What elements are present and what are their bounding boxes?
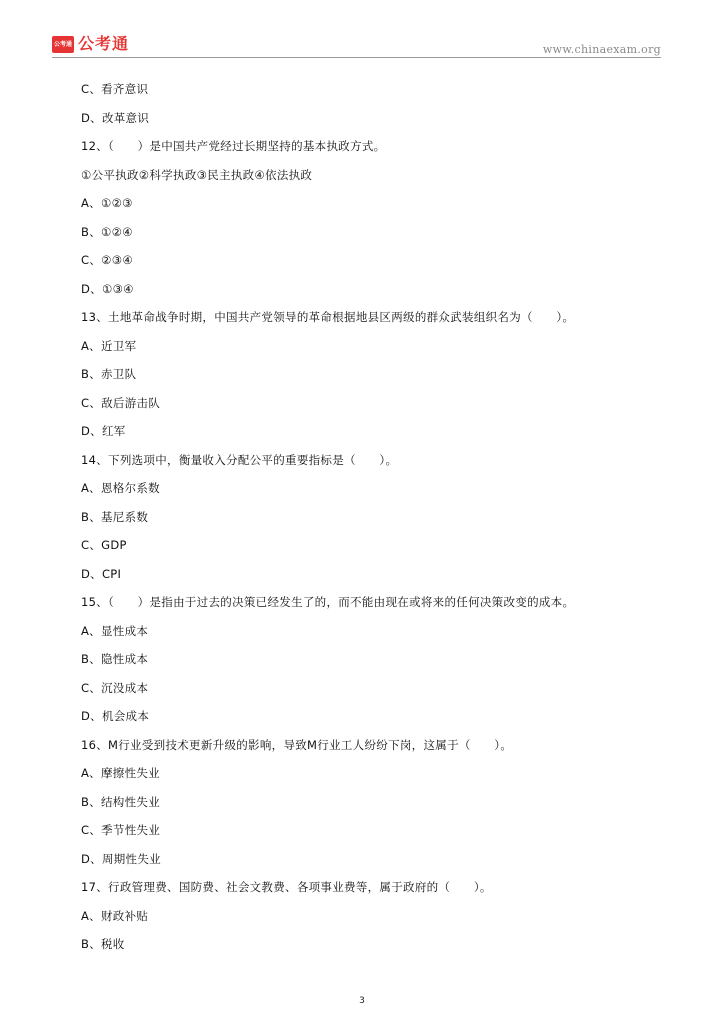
question-line: 14、下列选项中，衡量收入分配公平的重要指标是（ ）。 [81,452,398,467]
option-line: C、看齐意识 [81,82,149,96]
option-line: B、赤卫队 [81,367,137,381]
option-line: A、①②③ [81,196,133,210]
option-line: B、隐性成本 [81,652,149,666]
option-line: D、红军 [81,424,126,438]
option-line: C、敌后游击队 [81,395,161,410]
option-line: C、沉没成本 [81,680,149,695]
question-line: 13、土地革命战争时期，中国共产党领导的革命根据地县区两级的群众武装组织名为（ ）。 [81,310,575,324]
option-line: B、税收 [81,937,125,951]
question-line: 12、（ ）是中国共产党经过长期坚持的基本执政方式。 [81,139,386,153]
option-line: B、结构性失业 [81,794,160,809]
page-header [0,0,724,62]
option-line: C、季节性失业 [81,823,161,837]
brand-logo[interactable] [52,35,129,53]
option-line: B、①②④ [81,224,133,239]
header-divider [52,57,661,58]
site-url[interactable]: www.chinaexam.org [542,43,661,56]
option-line: A、恩格尔系数 [81,481,160,495]
question-line: 17、行政管理费、国防费、社会文教费、各项事业费等，属于政府的（ ）。 [81,880,492,894]
question-line: 15、（ ）是指由于过去的决策已经发生了的，而不能由现在或将来的任何决策改变的成本。 [81,595,575,609]
logo-text: 公考通 [78,34,130,53]
option-line: D、周期性失业 [81,851,161,866]
option-line: A、近卫军 [81,338,137,353]
option-line: D、改革意识 [81,110,150,125]
question-line: 16、M行业受到技术更新升级的影响，导致M行业工人纷纷下岗，这属于（ ）。 [81,737,513,752]
option-line: D、①③④ [81,281,134,296]
page-number: 3 [359,996,365,1006]
option-line: A、摩擦性失业 [81,766,160,780]
option-line: C、GDP [81,538,127,552]
option-line: D、机会成本 [81,709,150,723]
option-line: A、财政补贴 [81,908,149,923]
question-statement-line: ①公平执政②科学执政③民主执政④依法执政 [81,167,313,182]
option-line: B、基尼系数 [81,509,149,524]
option-line: C、②③④ [81,253,133,267]
option-line: A、显性成本 [81,623,149,638]
logo-mark: 公考通 [52,36,74,53]
question-content [81,79,671,963]
option-line: D、CPI [81,566,122,581]
